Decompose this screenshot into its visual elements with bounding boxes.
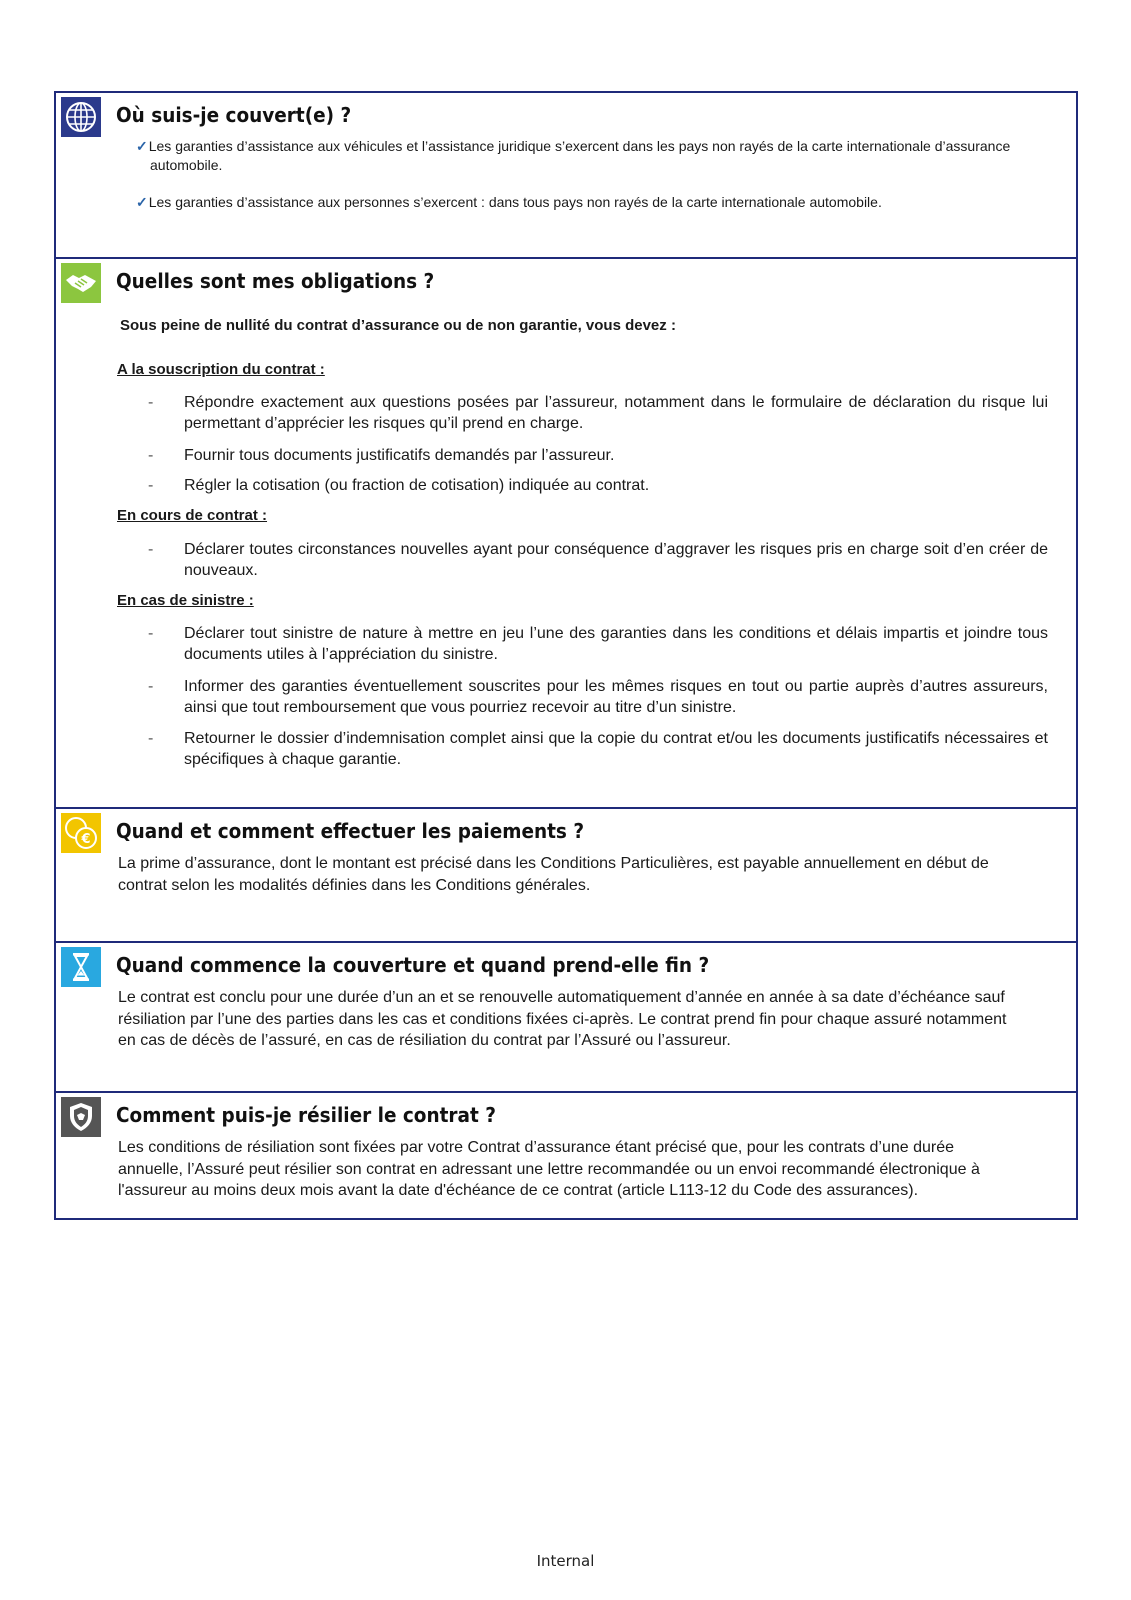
list-item xyxy=(148,539,1048,581)
checkmark-icon: ✓ xyxy=(136,138,148,154)
section-title: Où suis-je couvert(e) ? xyxy=(116,103,352,127)
paragraph-text: Les conditions de résiliation sont fixées par votre Contrat d’assurance étant précisé que, pour les contrats d’une durée annuelle, l’Assuré peut résilier son contrat en adressant une lettre recommandée ou un envoi recommandé électronique à l'assureur au moins deux mois avant la date d'échéance de ce contrat (article L113-12 du Code des assurances). xyxy=(118,1139,980,1199)
shield-icon xyxy=(61,1097,101,1137)
subheading-during-contract: En cours de contrat : xyxy=(117,507,268,524)
list-item xyxy=(148,728,1048,770)
list-item xyxy=(148,623,1048,665)
list-item-text: Régler la cotisation (ou fraction de cotisation) indiquée au contrat. xyxy=(184,477,650,494)
paragraph-text: La prime d’assurance, dont le montant est précisé dans les Conditions Particulières, est payable annuellement en début de contrat selon les modalités définies dans les Conditions générales. xyxy=(118,855,989,894)
list-item xyxy=(148,445,1048,466)
list-item-text: Informer des garanties éventuellement souscrites pour les mêmes risques en tout ou partie auprès d’autres assureurs, ainsi que tout remboursement que vous pourriez recevoir au titre d’un sinistre. xyxy=(184,678,1048,716)
list-item xyxy=(136,193,1030,212)
section-title: Quand et comment effectuer les paiements ? xyxy=(116,819,585,843)
section-title: Comment puis-je résilier le contrat ? xyxy=(116,1103,496,1127)
subheading-subscription xyxy=(117,361,325,378)
section-paragraph xyxy=(118,853,1016,896)
list-item xyxy=(148,676,1048,718)
globe-icon xyxy=(61,97,101,137)
dash-marker: - xyxy=(148,541,154,558)
list-item xyxy=(148,392,1048,434)
list-item-text: Déclarer tout sinistre de nature à mettre en jeu l’une des garanties dans les conditions et délais impartis et joindre tous documents utiles à l’appréciation du sinistre. xyxy=(184,625,1048,663)
svg-text:€: € xyxy=(81,832,91,847)
checkmark-icon: ✓ xyxy=(136,194,148,210)
list-item xyxy=(148,475,1048,496)
section-termination xyxy=(56,1091,1076,1218)
subheading-colon: : xyxy=(315,361,325,378)
list-item-text: Répondre exactement aux questions posées par l’assureur, notamment dans le formulaire de déclaration du risque lui permettant d’apprécier les risques qu’il prend en charge. xyxy=(184,394,1048,432)
section-paragraph xyxy=(118,1137,1016,1202)
list-item-text: Fournir tous documents justificatifs demandés par l’assureur. xyxy=(184,447,615,464)
dash-marker: - xyxy=(148,678,154,695)
hourglass-icon xyxy=(61,947,101,987)
section-title: Quand commence la couverture et quand prend-elle fin ? xyxy=(116,953,710,977)
dash-marker: - xyxy=(148,625,154,642)
dash-marker: - xyxy=(148,477,154,494)
list-item-text: Les garanties d’assistance aux personnes s’exercent : dans tous pays non rayés de la carte internationale automobile. xyxy=(148,194,882,210)
dash-marker: - xyxy=(148,394,154,411)
subheading-text: A la souscription du contrat xyxy=(117,361,316,378)
section-obligations xyxy=(56,257,1076,807)
obligations-lead: Sous peine de nullité du contrat d’assurance ou de non garantie, vous devez : xyxy=(120,317,676,334)
footer-classification: Internal xyxy=(536,1552,595,1570)
section-paragraph xyxy=(118,987,1016,1052)
list-item-text: Retourner le dossier d’indemnisation complet ainsi que la copie du contrat et/ou les documents justificatifs nécessaires et spécifiques à chaque garantie. xyxy=(184,730,1048,768)
handshake-icon xyxy=(61,263,101,303)
dash-marker: - xyxy=(148,447,154,464)
list-item-text: Les garanties d’assistance aux véhicules et l’assistance juridique s’exercent dans les pays non rayés de la carte internationale d’assurance automobile. xyxy=(148,138,1011,173)
dash-marker: - xyxy=(148,730,154,747)
euro-coins-icon xyxy=(61,813,101,853)
paragraph-text: Le contrat est conclu pour une durée d’un an et se renouvelle automatiquement d’année en année à sa date d’échéance sauf résiliation par l’une des parties dans les cas et conditions fixées ci-après. Le contrat prend fin pour chaque assuré notamment en cas de décès de l’assuré, en cas de résiliation du contrat par l’Assuré ou l’assureur. xyxy=(118,989,1007,1049)
section-title: Quelles sont mes obligations ? xyxy=(116,269,435,293)
info-document-frame xyxy=(54,91,1078,1220)
section-coverage-area xyxy=(56,93,1076,257)
section-payments xyxy=(56,807,1076,941)
list-item-text: Déclarer toutes circonstances nouvelles ayant pour conséquence d’aggraver les risques pris en charge soit d’en créer de nouveaux. xyxy=(184,541,1048,579)
section-coverage-period xyxy=(56,941,1076,1091)
list-item xyxy=(136,137,1030,175)
subheading-claim: En cas de sinistre : xyxy=(117,592,254,609)
